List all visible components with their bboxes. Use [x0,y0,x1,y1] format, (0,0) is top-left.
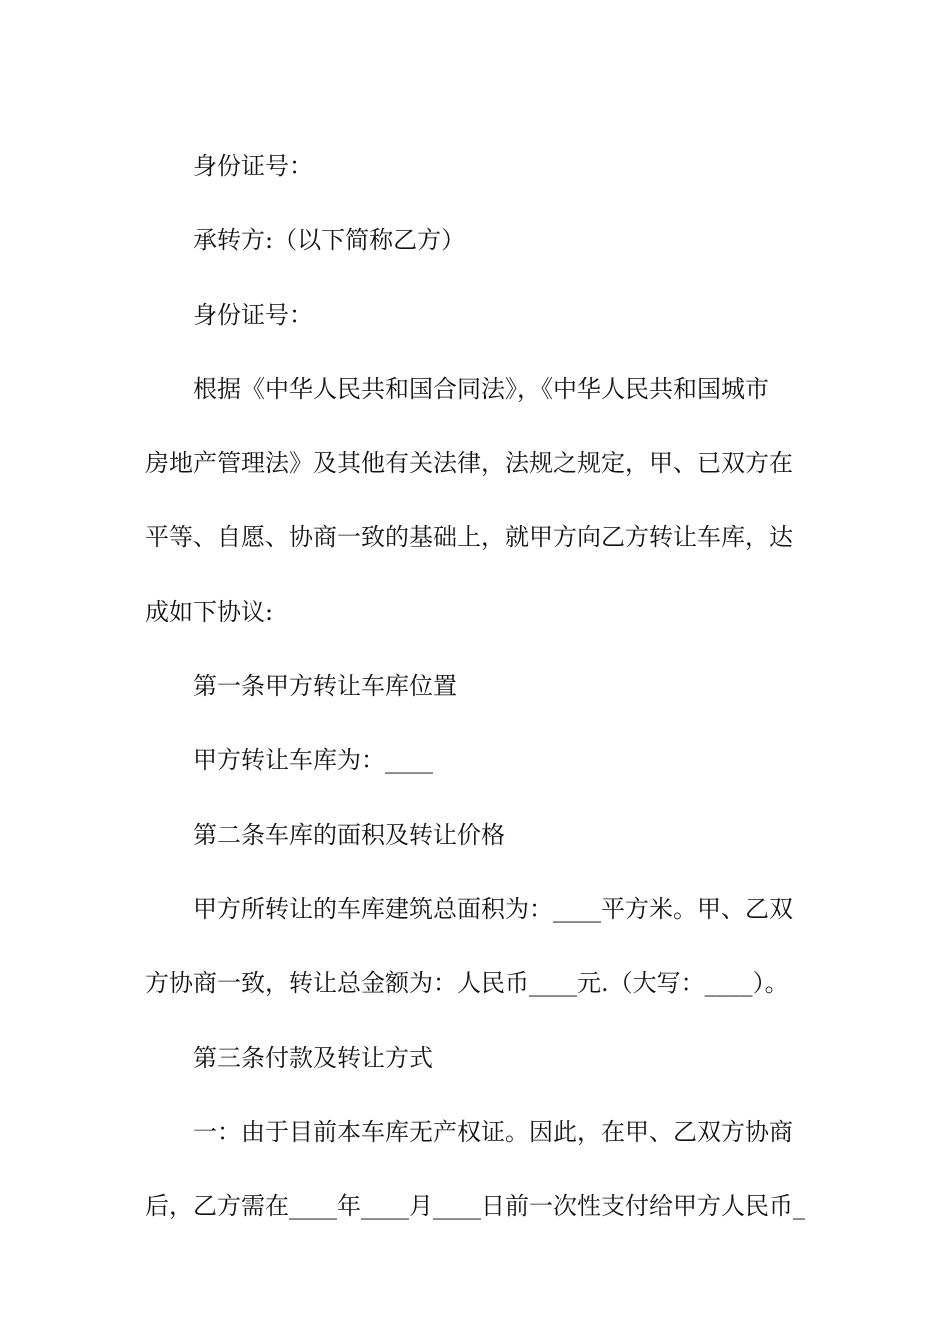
article-3-heading: 第三条付款及转让方式 [193,1043,433,1072]
article-3-body-line-1: 一：由于目前本车库无产权证。因此，在甲、乙双方协商 [193,1117,793,1146]
preamble-line-2: 房地产管理法》及其他有关法律，法规之规定，甲、已双方在 [145,449,793,478]
article-2-body-line-1: 甲方所转让的车库建筑总面积为：____平方米。甲、乙双 [193,894,793,923]
preamble-line-1: 根据《中华人民共和国合同法》，《中华人民共和国城市 [193,374,769,403]
article-2-heading: 第二条车库的面积及转让价格 [193,820,505,849]
article-3-body-line-2: 后，乙方需在____年____月____日前一次性支付给甲方人民币_ [145,1192,805,1221]
preamble-line-3: 平等、自愿、协商一致的基础上，就甲方向乙方转让车库，达 [145,523,793,552]
article-1-heading: 第一条甲方转让车库位置 [193,672,457,701]
article-2-body-line-2: 方协商一致，转让总金额为：人民币____元.（大写：____）。 [145,969,789,998]
id-number-line-2: 身份证号： [193,300,313,329]
preamble-line-4: 成如下协议: [145,597,274,626]
id-number-line-1: 身份证号： [193,152,313,180]
transferee-line: 承转方:（以下简称乙方） [193,226,466,255]
contract-text [145,129,810,1243]
article-1-body: 甲方转让车库为：____ [193,746,433,775]
